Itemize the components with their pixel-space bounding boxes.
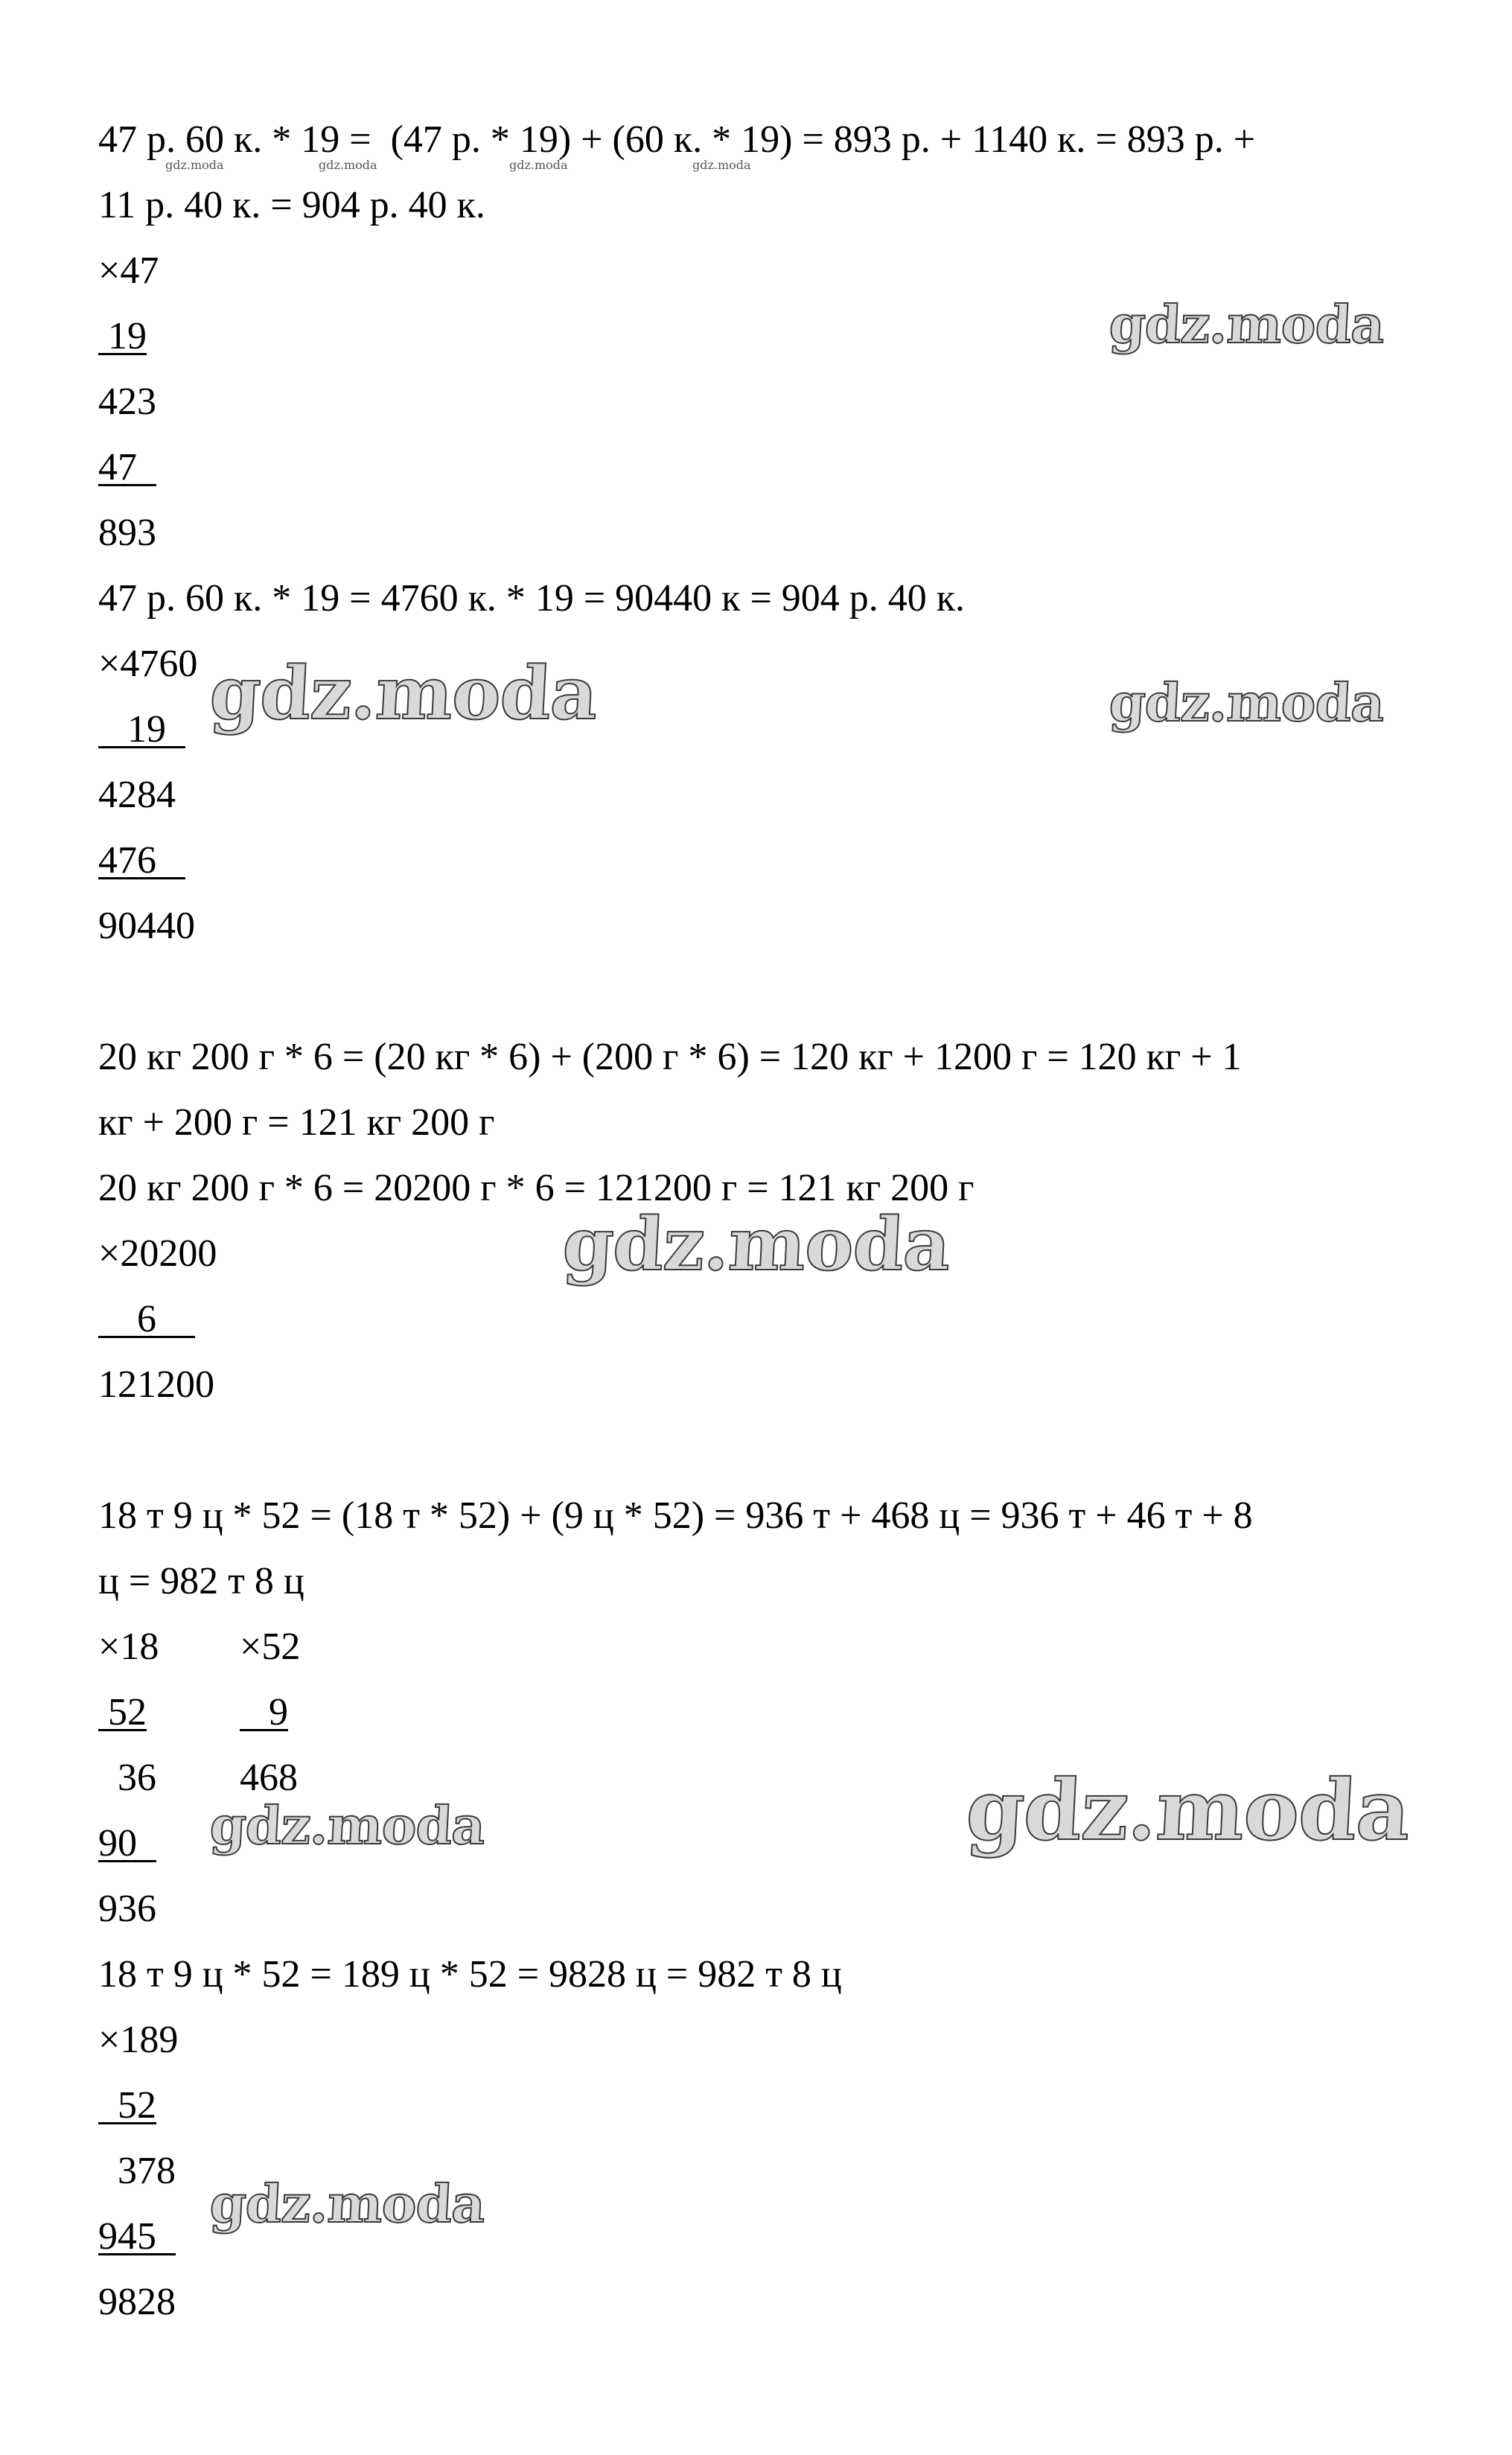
- watermark: gdz.moda: [208, 1795, 487, 1856]
- calc-line-underlined: 52: [98, 1691, 147, 1733]
- text-line: ц = 982 т 8 ц: [98, 1560, 304, 1602]
- calc-line: ×189: [98, 2019, 179, 2061]
- calc-line-underlined: 476: [98, 839, 185, 882]
- watermark-tiny: gdz.moda: [692, 158, 751, 172]
- text-line: 47 р. 60 к. * 19 = (47 р. * 19) + (60 к. * 19) = 893 р. + 1140 к. = 893 р. +: [98, 118, 1256, 161]
- watermark: gdz.moda: [963, 1762, 1412, 1859]
- calc-line-underlined: 19: [98, 315, 147, 357]
- calc-line-underlined: 9: [240, 1691, 288, 1733]
- calc-line: ×18: [98, 1625, 159, 1668]
- calc-line-underlined: 19: [98, 708, 185, 751]
- watermark: gdz.moda: [208, 2173, 487, 2235]
- calc-line: 468: [240, 1757, 298, 1799]
- calc-line: 4284: [98, 774, 176, 816]
- calc-line: 9828: [98, 2281, 176, 2323]
- calc-line: ×20200: [98, 1232, 217, 1275]
- calc-line-underlined: 47: [98, 446, 156, 488]
- calc-line: 378: [98, 2150, 176, 2192]
- calc-line: 893: [98, 512, 156, 554]
- text-line: 11 р. 40 к. = 904 р. 40 к.: [98, 184, 485, 226]
- text-line: 18 т 9 ц * 52 = 189 ц * 52 = 9828 ц = 982 т 8 ц: [98, 1953, 842, 1996]
- text-line: 47 р. 60 к. * 19 = 4760 к. * 19 = 90440 к = 904 р. 40 к.: [98, 577, 966, 620]
- watermark: gdz.moda: [1107, 293, 1386, 355]
- watermark-tiny: gdz.moda: [509, 158, 568, 172]
- calc-line: ×52: [240, 1625, 301, 1668]
- calc-line: 90440: [98, 905, 195, 947]
- calc-line-underlined: 90: [98, 1822, 156, 1865]
- calc-line: 936: [98, 1888, 156, 1930]
- text-line: 20 кг 200 г * 6 = (20 кг * 6) + (200 г * 6) = 120 кг + 1200 г = 120 кг + 1: [98, 1036, 1242, 1078]
- watermark: gdz.moda: [560, 1202, 952, 1287]
- calc-line: ×47: [98, 249, 159, 292]
- calc-line: 36: [98, 1757, 156, 1799]
- text-line: кг + 200 г = 121 кг 200 г: [98, 1101, 495, 1144]
- calc-line: ×4760: [98, 643, 198, 685]
- calc-line-underlined: 6: [98, 1298, 195, 1340]
- watermark: gdz.moda: [207, 651, 599, 736]
- watermark-tiny: gdz.moda: [319, 158, 377, 172]
- calc-line-underlined: 945: [98, 2215, 176, 2258]
- calc-line: 121200: [98, 1363, 214, 1406]
- watermark-tiny: gdz.moda: [165, 158, 224, 172]
- text-line: 20 кг 200 г * 6 = 20200 г * 6 = 121200 г = 121 кг 200 г: [98, 1167, 974, 1209]
- text-line: 18 т 9 ц * 52 = (18 т * 52) + (9 ц * 52) = 936 т + 468 ц = 936 т + 46 т + 8: [98, 1494, 1253, 1537]
- calc-line-underlined: 52: [98, 2084, 156, 2127]
- watermark: gdz.moda: [1107, 672, 1386, 733]
- calc-line: 423: [98, 380, 156, 423]
